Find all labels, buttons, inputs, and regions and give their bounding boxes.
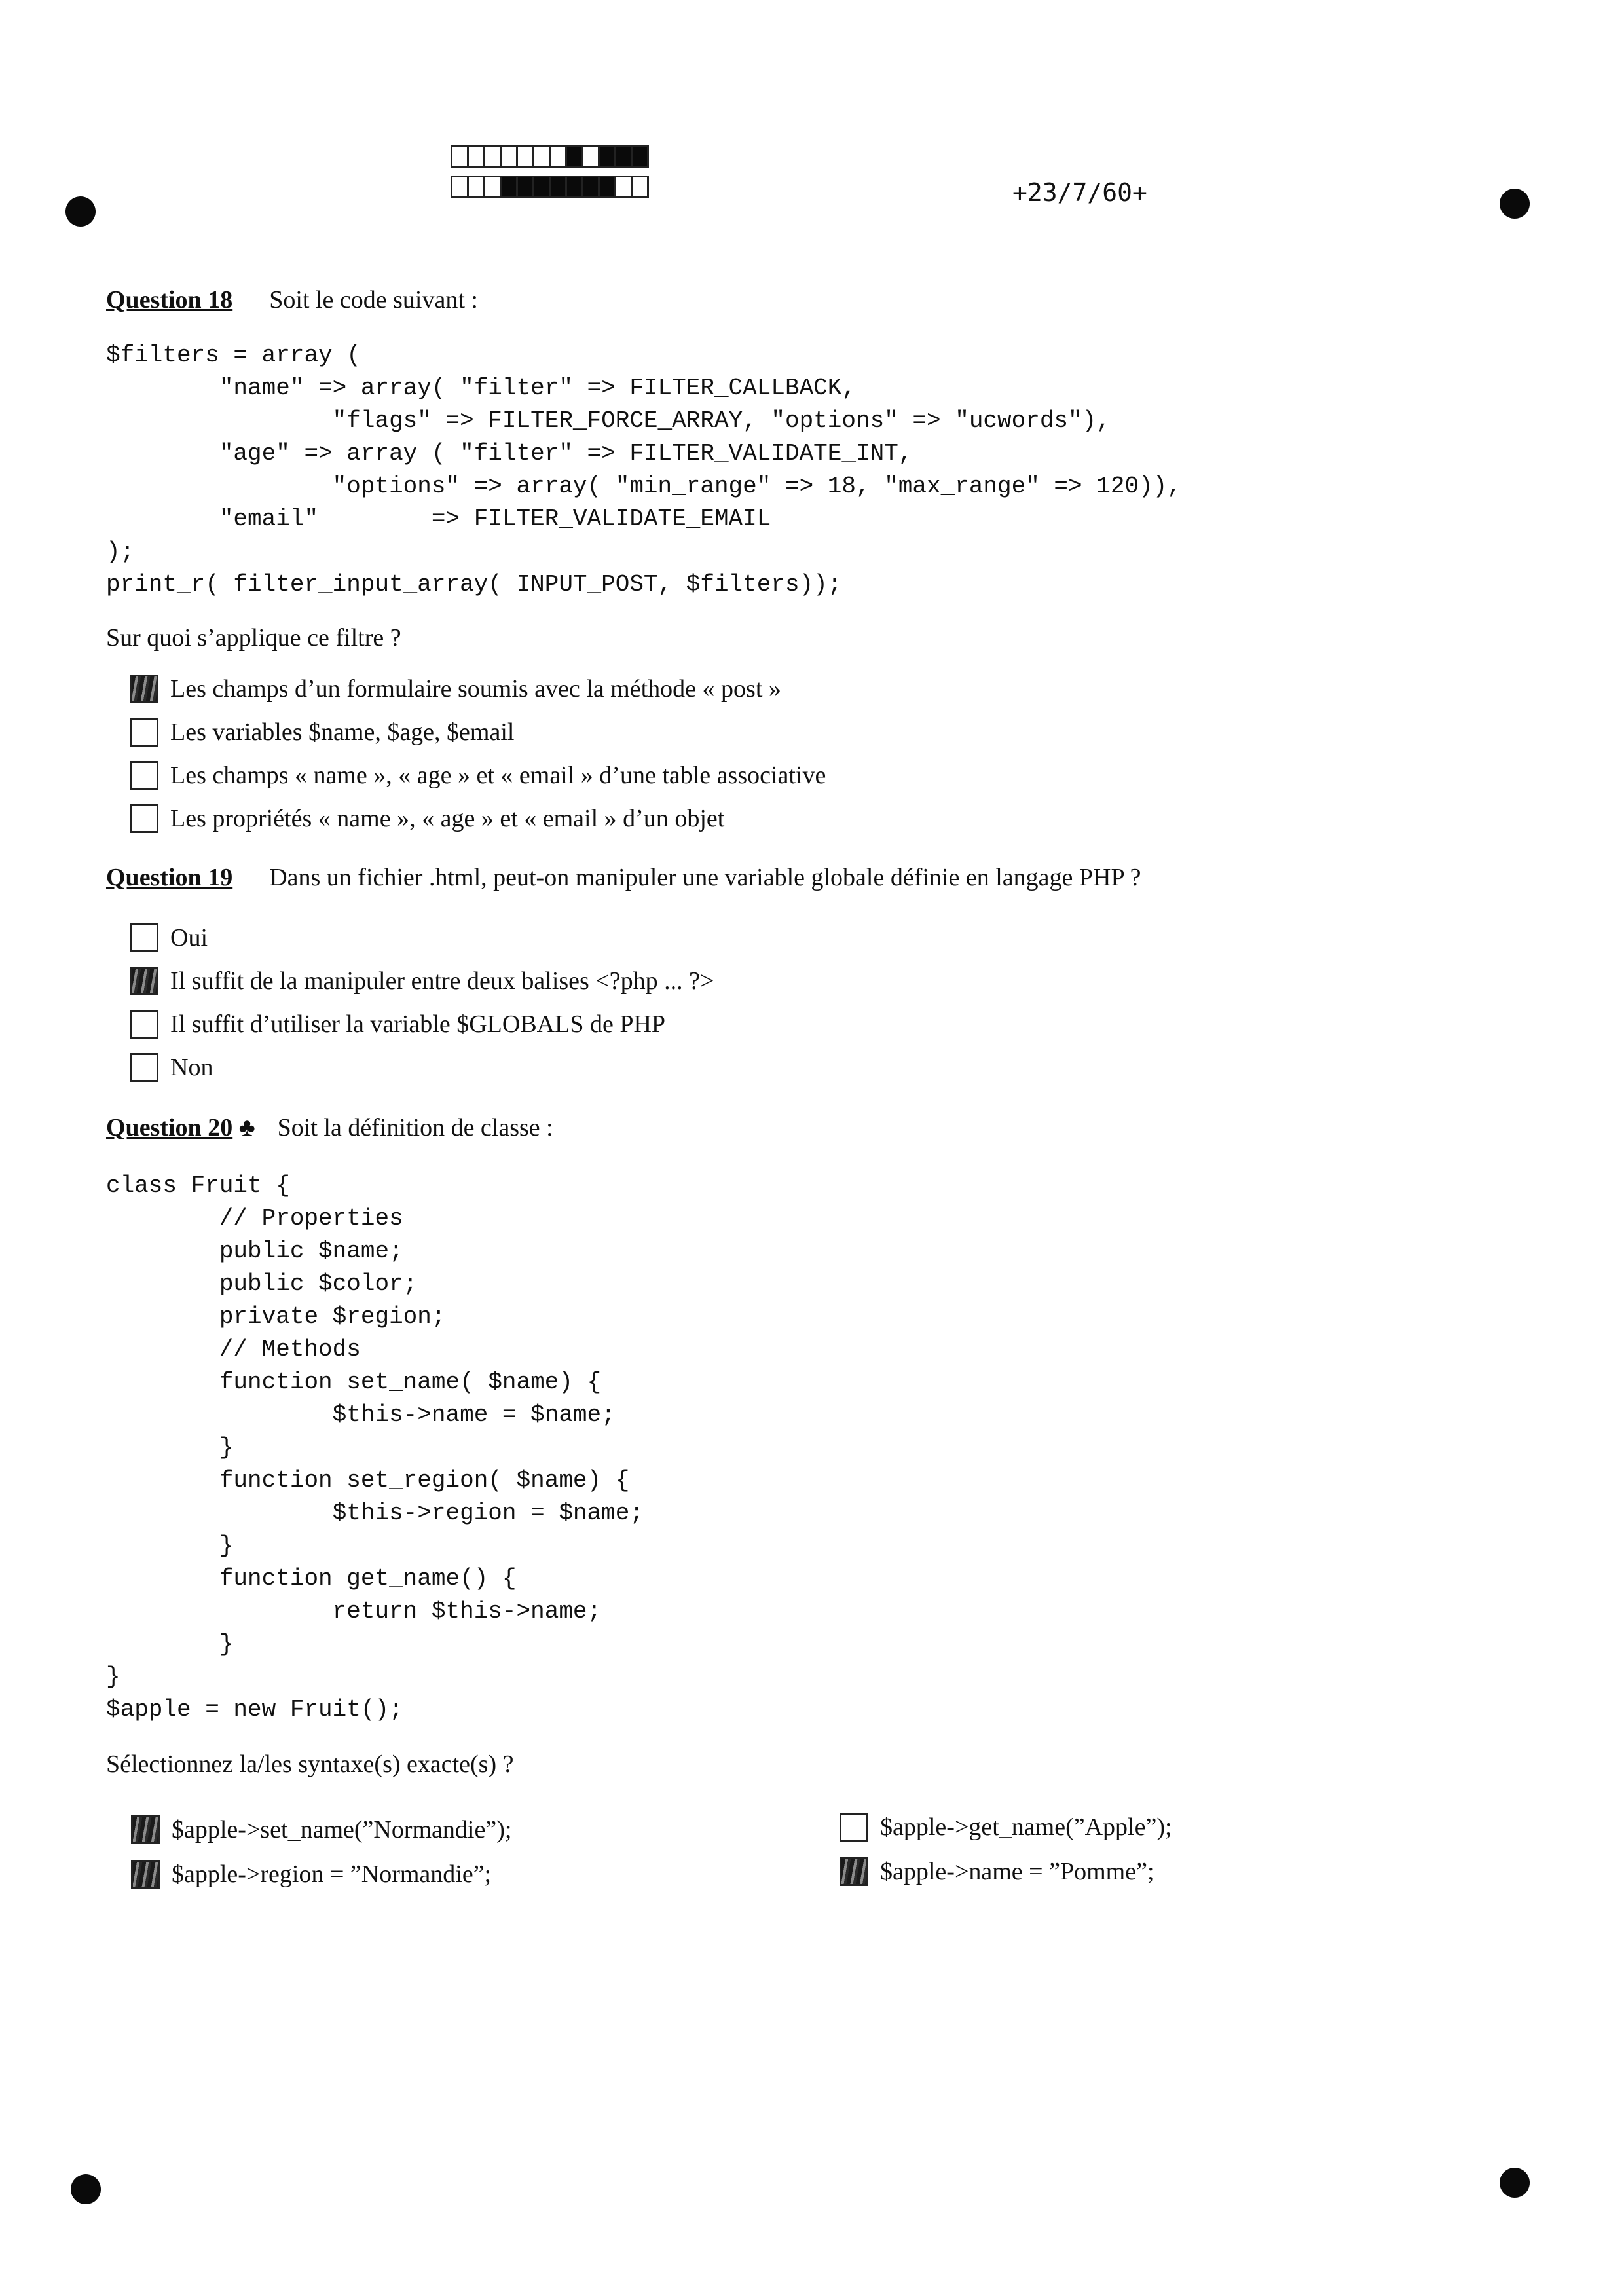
barcode-row-2 (451, 176, 647, 198)
barcode-cell (581, 145, 600, 168)
option-label: Non (170, 1054, 213, 1081)
question-18-code: $filters = array ( "name" => array( "filter" => FILTER_CALLBACK, "flags" => FILTER_FORCE_ARRAY, "options" => "ucwords"), "age" => array ( "filter" => FILTER_VALIDATE_INT, "options" => array( "min_range" => 18, "max_range" => 120)), "email" => FILTER_VALIDATE_EMAIL ); print_r( filter_input_array( INPUT_POST, $filters)); (106, 342, 1181, 598)
registration-mark-bottom-left (71, 2174, 101, 2204)
barcode-cell (516, 176, 534, 198)
question-text: Soit le code suivant : (269, 286, 478, 314)
question-20-prompt: Sélectionnez la/les syntaxe(s) exacte(s) ? (106, 1750, 514, 1778)
option-label: Les champs d’un formulaire soumis avec la méthode « post » (170, 675, 781, 703)
option-label: $apple->name = ”Pomme”; (880, 1858, 1154, 1885)
option-label: Les propriétés « name », « age » et « email » d’un objet (170, 805, 725, 832)
barcode-cell (532, 145, 551, 168)
barcode-cell (467, 145, 485, 168)
q18-option-2[interactable] (130, 718, 514, 747)
question-19-header (106, 863, 1141, 892)
barcode-cell (598, 145, 616, 168)
q20-option-4[interactable] (840, 1857, 1154, 1886)
barcode-cell (483, 145, 502, 168)
q20-option-3[interactable] (840, 1813, 1172, 1842)
q19-option-4[interactable] (130, 1053, 213, 1082)
question-20-header (106, 1113, 553, 1142)
question-text: Soit la définition de classe : (277, 1114, 553, 1141)
question-text: Dans un fichier .html, peut-on manipuler une variable globale définie en langage PHP ? (269, 864, 1141, 891)
barcode-cell (516, 145, 534, 168)
exam-id: +23/7/60+ (1012, 178, 1147, 207)
barcode-cell (631, 145, 649, 168)
barcode-cell (451, 176, 469, 198)
option-label: $apple->region = ”Normandie”; (172, 1861, 492, 1888)
question-20-code: class Fruit { // Properties public $name; public $color; private $region; // Methods function set_name( $name) { $this->name = $name; } function set_region( $name) { $this->region = $name; } function get_name() { return $this->name; } } $apple = new Fruit(); (106, 1172, 644, 1723)
barcode-cell (598, 176, 616, 198)
barcode-cell (614, 176, 633, 198)
q20-option-2[interactable] (131, 1860, 491, 1889)
q19-option-1[interactable] (130, 923, 208, 952)
option-label: Les variables $name, $age, $email (170, 718, 515, 746)
q19-option-2[interactable] (130, 967, 714, 995)
checkbox[interactable] (130, 1010, 158, 1039)
checkbox[interactable] (130, 804, 158, 833)
barcode-cell (581, 176, 600, 198)
q19-option-3[interactable] (130, 1010, 665, 1039)
question-18-prompt: Sur quoi s’applique ce filtre ? (106, 624, 401, 652)
checkbox[interactable] (840, 1857, 868, 1886)
option-label: $apple->get_name(”Apple”); (880, 1813, 1172, 1841)
question-label: Question 20 ♣ (106, 1114, 255, 1141)
option-label: Il suffit de la manipuler entre deux balises <?php ... ?> (170, 967, 714, 995)
barcode-cell (549, 176, 567, 198)
barcode-row-1 (451, 145, 647, 168)
question-label: Question 19 (106, 864, 233, 891)
registration-mark-top-right (1500, 189, 1530, 219)
q18-option-4[interactable] (130, 804, 724, 833)
barcode-cell (500, 145, 518, 168)
barcode-cell (614, 145, 633, 168)
barcode-cell (500, 176, 518, 198)
barcode-cell (451, 145, 469, 168)
checkbox[interactable] (840, 1813, 868, 1842)
barcode-cell (467, 176, 485, 198)
checkbox[interactable] (130, 1053, 158, 1082)
barcode-cell (532, 176, 551, 198)
barcode-cell (483, 176, 502, 198)
q18-option-3[interactable] (130, 761, 826, 790)
registration-mark-top-left (65, 196, 96, 227)
barcode-cell (549, 145, 567, 168)
question-18-header (106, 286, 478, 314)
option-label: Les champs « name », « age » et « email » d’une table associative (170, 762, 826, 789)
option-label: $apple->set_name(”Normandie”); (172, 1816, 512, 1843)
checkbox[interactable] (130, 967, 158, 995)
option-label: Oui (170, 924, 208, 952)
barcode-cell (631, 176, 649, 198)
q20-option-1[interactable] (131, 1815, 511, 1844)
checkbox[interactable] (131, 1815, 160, 1844)
checkbox[interactable] (130, 761, 158, 790)
barcode-cell (565, 176, 583, 198)
question-label: Question 18 (106, 286, 233, 314)
checkbox[interactable] (131, 1860, 160, 1889)
registration-mark-bottom-right (1500, 2168, 1530, 2198)
option-label: Il suffit d’utiliser la variable $GLOBALS de PHP (170, 1010, 666, 1038)
barcode-cell (565, 145, 583, 168)
q18-option-1[interactable] (130, 675, 781, 703)
checkbox[interactable] (130, 923, 158, 952)
checkbox[interactable] (130, 675, 158, 703)
club-icon: ♣ (238, 1114, 255, 1141)
checkbox[interactable] (130, 718, 158, 747)
